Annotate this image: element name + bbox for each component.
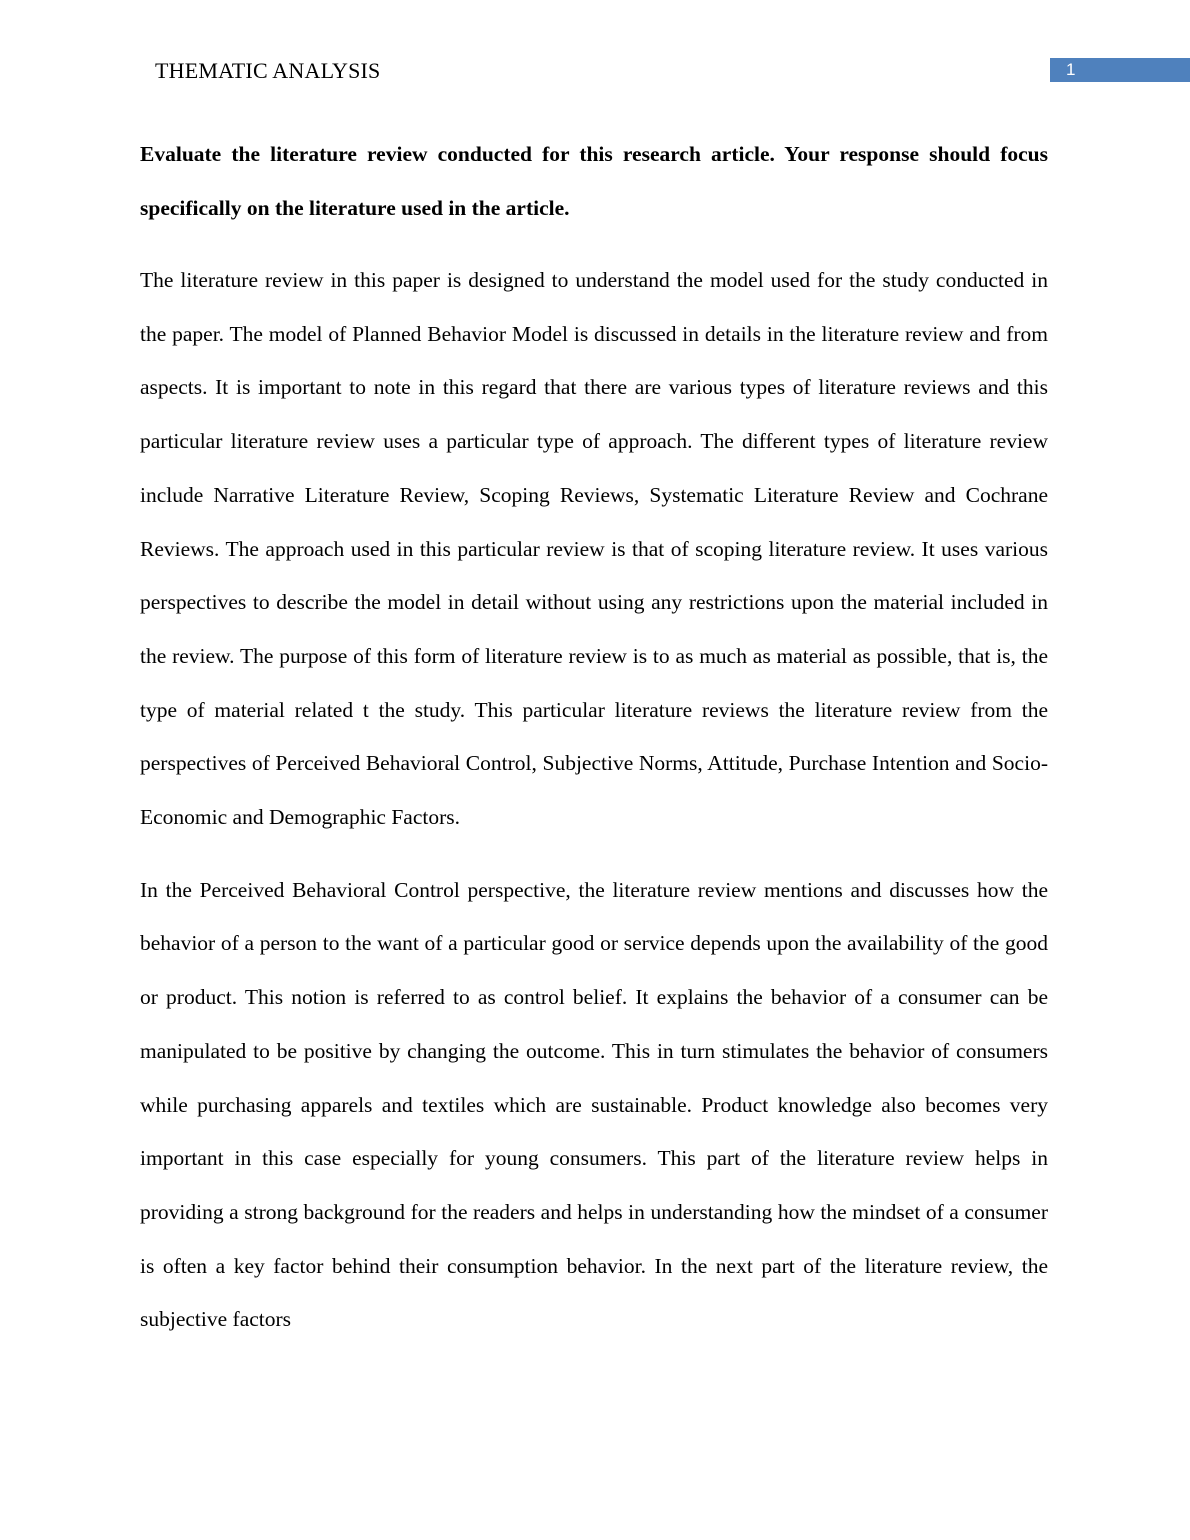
paragraph-1: The literature review in this paper is designed to understand the model used for the study conducted in the paper. The model of Planned Behavior Model is discussed in details in the literature review and from aspects. It is important to note in this regard that there are various types of literature reviews and this particular literature review uses a particular type of approach. The different types of literature review include Narrative Literature Review, Scoping Reviews, Systematic Literature Review and Cochrane Reviews. The approach used in this particular review is that of scoping literature review. It uses various perspectives to describe the model in detail without using any restrictions upon the material included in the review. The purpose of this form of literature review is to as much as material as possible, that is, the type of material related t the study. This particular literature reviews the literature review from the perspectives of Perceived Behavioral Control, Subjective Norms, Attitude, Purchase Intention and Socio-Economic and Demographic Factors. bbox=[140, 268, 1048, 830]
running-head: THEMATIC ANALYSIS bbox=[155, 58, 381, 83]
document-body bbox=[140, 127, 1048, 1366]
page-number: 1 bbox=[1066, 60, 1076, 79]
assignment-prompt: Evaluate the literature review conducted for this research article. Your response should focus specifically on the literature used in the article. bbox=[140, 142, 1048, 220]
paragraph-2: In the Perceived Behavioral Control perspective, the literature review mentions and discusses how the behavior of a person to the want of a particular good or service depends upon the availability of the good or product. This notion is referred to as control belief. It explains the behavior of a consumer can be manipulated to be positive by changing the outcome. This in turn stimulates the behavior of consumers while purchasing apparels and textiles which are sustainable. Product knowledge also becomes very important in this case especially for young consumers. This part of the literature review helps in providing a strong background for the readers and helps in understanding how the mindset of a consumer is often a key factor behind their consumption behavior. In the next part of the literature review, the subjective factors bbox=[140, 877, 1048, 1332]
page-number-bar bbox=[1050, 58, 1190, 82]
